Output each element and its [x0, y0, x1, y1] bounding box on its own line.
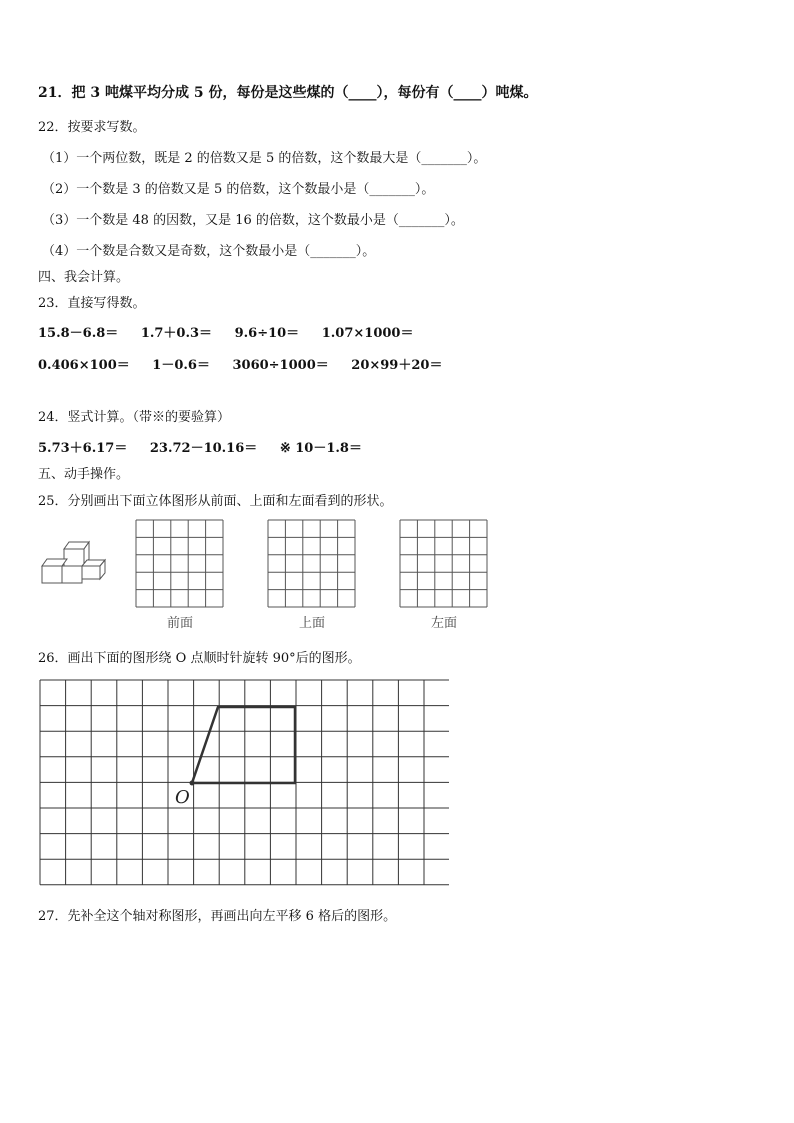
cube-solid-figure: [38, 536, 108, 588]
calc-item: 1.7＋0.3＝: [140, 326, 213, 341]
front-view-caption: 前面: [167, 616, 194, 631]
point-o-label: O: [175, 787, 190, 808]
question-21: 21．把 3 吨煤平均分成 5 份，每份是这些煤的（____），每份有（____）吨煤。: [38, 85, 538, 101]
question-23-title: 23．直接写得数。: [38, 296, 146, 311]
calc-item: 23.72－10.16＝: [149, 441, 258, 456]
question-23-row-2: [38, 354, 460, 373]
question-24-title: 24．竖式计算。（带※的要验算）: [38, 410, 231, 425]
calc-item: 3060÷1000＝: [232, 358, 329, 373]
front-view-grid[interactable]: [135, 519, 225, 609]
rotation-shape: [192, 707, 295, 783]
question-22-item-2: （2）一个数是 3 的倍数又是 5 的倍数，这个数最小是（_______）。: [42, 182, 435, 197]
question-22-item-1: （1）一个两位数，既是 2 的倍数又是 5 的倍数，这个数最大是（_______）。: [42, 151, 487, 166]
question-23-row-1: [38, 322, 431, 341]
calc-item: 15.8－6.8＝: [38, 326, 119, 341]
section-4-heading: 四、我会计算。: [38, 270, 130, 285]
calc-item: 1－0.6＝: [152, 358, 210, 373]
calc-item: 20×99＋20＝: [351, 358, 443, 373]
calc-item: 5.73＋6.17＝: [38, 441, 128, 456]
calc-item: ※ 10－1.8＝: [279, 441, 362, 456]
calc-item: 0.406×100＝: [38, 358, 130, 373]
section-5-heading: 五、动手操作。: [38, 467, 130, 482]
left-view-caption: 左面: [431, 616, 458, 631]
question-26-title: 26．画出下面的图形绕 O 点顺时针旋转 90°后的图形。: [38, 651, 361, 666]
top-view-grid[interactable]: [267, 519, 357, 609]
question-27: 27．先补全这个轴对称图形，再画出向左平移 6 格后的图形。: [38, 909, 397, 924]
question-22-item-3: （3）一个数是 48 的因数，又是 16 的倍数，这个数最小是（_______）。: [42, 213, 464, 228]
left-view-grid[interactable]: [399, 519, 489, 609]
rotation-grid[interactable]: [39, 679, 449, 889]
point-o: [190, 781, 195, 786]
question-22-item-4: （4）一个数是合数又是奇数，这个数最小是（_______）。: [42, 244, 376, 259]
calc-item: 1.07×1000＝: [321, 326, 414, 341]
top-view-caption: 上面: [299, 616, 326, 631]
question-24-row: [38, 437, 380, 456]
calc-item: 9.6÷10＝: [234, 326, 300, 341]
question-22-title: 22．按要求写数。: [38, 120, 146, 135]
question-25-title: 25．分别画出下面立体图形从前面、上面和左面看到的形状。: [38, 494, 393, 509]
